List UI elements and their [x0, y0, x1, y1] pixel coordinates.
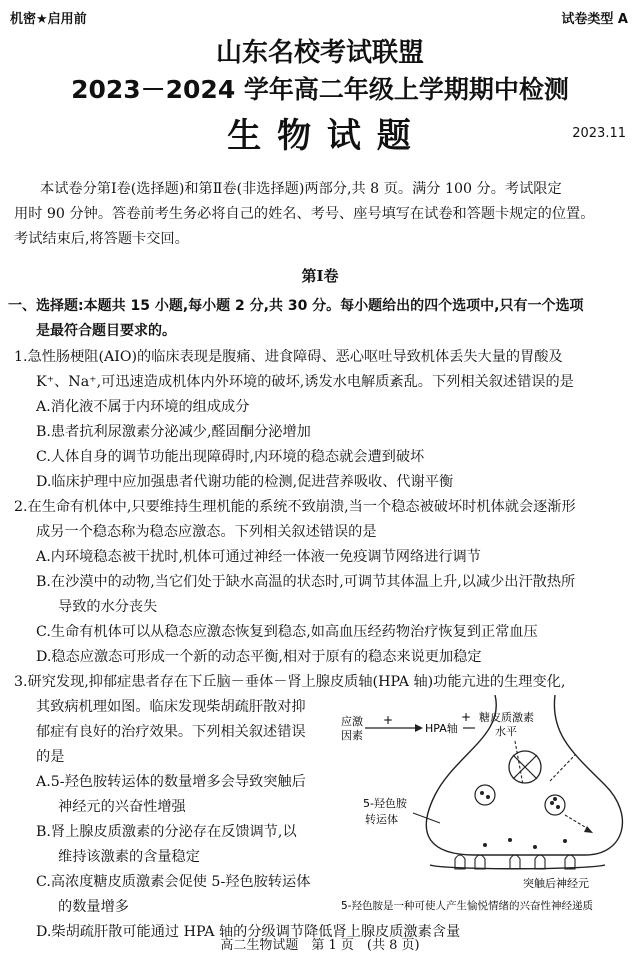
q1-option-b: B.患者抗利尿激素分泌减少,醛固酮分泌增加	[36, 424, 311, 440]
q3-option-a: A.5-羟色胺转运体的数量增多会导致突触后	[36, 774, 306, 790]
q2-option-c: C.生命有机体可以从稳态应激态恢复到稳态,如高血压经药物治疗恢复到正常血压	[36, 624, 538, 640]
q3-stem-line-4: 的是	[36, 749, 65, 765]
subject-title: 生 物 试 题	[227, 116, 413, 156]
diagram-stress-label-1: 应激	[341, 715, 363, 728]
paper-type-label: 试卷类型 A	[561, 12, 628, 27]
diagram-transporter-label-1: 5-羟色胺	[363, 797, 407, 810]
q3-option-b-cont: 维持该激素的含量稳定	[58, 849, 200, 865]
q3-stem-line-1: 3.研究发现,抑郁症患者存在下丘脑－垂体－肾上腺皮质轴(HPA 轴)功能亢进的生理变化,	[14, 674, 566, 690]
intro-line-3: 考试结束后,将答题卡交回。	[14, 231, 189, 247]
section-title: 第Ⅰ卷	[301, 267, 339, 285]
intro-line-1: 本试卷分第Ⅰ卷(选择题)和第Ⅱ卷(非选择题)两部分,共 8 页。满分 100 分。考试限定	[40, 181, 562, 197]
diagram-hormone-label-2: 水平	[495, 725, 517, 738]
q1-option-d: D.临床护理中应加强患者代谢功能的检测,促进营养吸收、代谢平衡	[36, 474, 454, 490]
exam-date: 2023.11	[572, 126, 626, 141]
q3-stem-line-2: 其致病机理如图。临床发现柴胡疏肝散对抑	[36, 699, 306, 715]
diagram-postsynaptic-label: 突触后神经元	[523, 877, 589, 890]
q3-stem-line-3: 郁症有良好的治疗效果。下列相关叙述错误	[36, 724, 306, 740]
diagram-transporter-label-2: 转运体	[365, 813, 398, 826]
q2-stem-line-2: 成另一个稳态称为稳态应激态。下列相关叙述错误的是	[36, 524, 377, 540]
diagram-caption: 5-羟色胺是一种可使人产生愉悦情绪的兴奋性神经递质	[341, 900, 593, 912]
q1-stem-line-2: K⁺、Na⁺,可迅速造成机体内外环境的破坏,诱发水电解质紊乱。下列相关叙述错误的是	[36, 374, 574, 390]
q1-option-c: C.人体自身的调节功能出现障碍时,内环境的稳态就会遭到破坏	[36, 449, 425, 465]
hpa-synapse-diagram	[335, 695, 635, 915]
diagram-stress-label-2: 因素	[341, 729, 363, 742]
confidential-label: 机密★启用前	[10, 12, 87, 27]
q1-option-a: A.消化液不属于内环境的组成成分	[36, 399, 250, 415]
postsynaptic-membrane	[430, 865, 605, 869]
part1-instruction-line-2: 是最符合题目要求的。	[36, 323, 176, 339]
q1-stem-line-1: 1.急性肠梗阻(AIO)的临床表现是腹痛、进食障碍、恶心呕吐导致机体丢失大量的胃酸及	[14, 349, 563, 365]
intro-line-2: 用时 90 分钟。答卷前考生务必将自己的姓名、考号、座号填写在试卷和答题卡规定的位置。	[14, 206, 595, 222]
q3-option-a-cont: 神经元的兴奋性增强	[58, 799, 186, 815]
exam-union-title: 山东名校考试联盟	[215, 38, 424, 68]
part1-instruction-line-1: 一、选择题:本题共 15 小题,每小题 2 分,共 30 分。每小题给出的四个选项中,只有一个选项	[8, 298, 584, 314]
q3-option-c: C.高浓度糖皮质激素会促使 5-羟色胺转运体	[36, 874, 311, 890]
q3-option-c-cont: 的数量增多	[58, 899, 129, 915]
q3-option-d: D.柴胡疏肝散可能通过 HPA 轴的分级调节降低肾上腺皮质激素含量	[36, 924, 461, 940]
q2-option-d: D.稳态应激态可形成一个新的动态平衡,相对于原有的稳态来说更加稳定	[36, 649, 482, 665]
diagram-plus-1: +	[383, 713, 394, 727]
page-footer: 高二生物试题 第 1 页 (共 8 页)	[220, 938, 420, 953]
q2-option-a: A.内环境稳态被干扰时,机体可通过神经一体液一免疫调节网络进行调节	[36, 549, 481, 565]
diagram-hormone-label-1: 糖皮质激素	[479, 711, 534, 724]
q2-stem-line-1: 2.在生命有机体中,只要维持生理机能的系统不致崩溃,当一个稳态被破坏时机体就会逐渐形	[14, 499, 576, 515]
diagram-hpa-label: HPA轴	[425, 722, 458, 735]
diagram-plus-2: +	[461, 710, 472, 724]
vesicle-1	[475, 785, 495, 805]
q3-option-b: B.肾上腺皮质激素的分泌存在反馈调节,以	[36, 824, 297, 840]
exam-term-title: 2023－2024 学年高二年级上学期期中检测	[71, 75, 569, 104]
q2-option-b-cont: 导致的水分丧失	[58, 599, 158, 615]
q2-option-b: B.在沙漠中的动物,当它们处于缺水高温的状态时,可调节其体温上升,以减少出汗散热所	[36, 574, 576, 590]
